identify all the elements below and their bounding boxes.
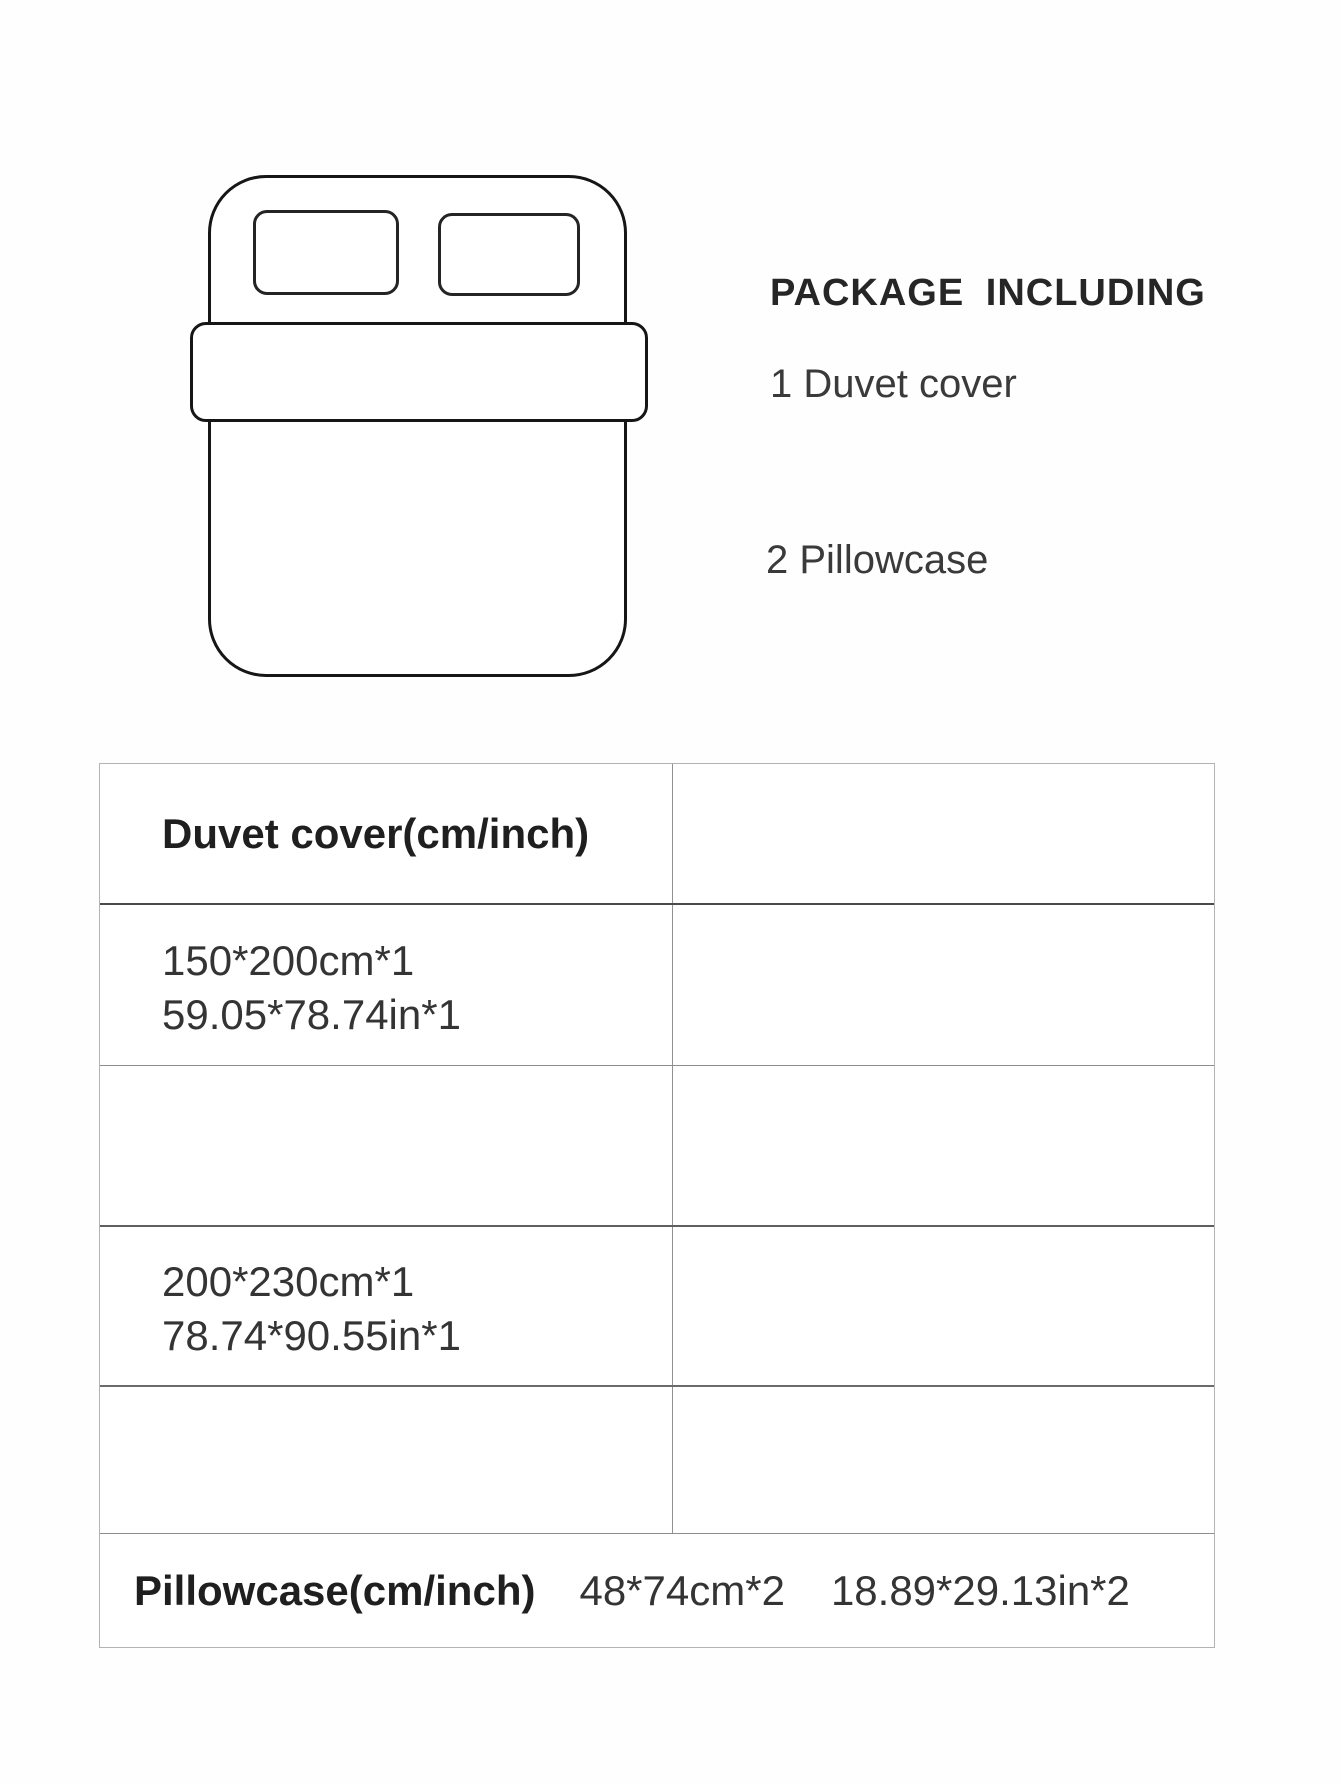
empty-cell <box>673 1387 1214 1533</box>
table-header-row <box>100 764 1214 903</box>
size-inch-value: 78.74*90.55in*1 <box>162 1312 461 1359</box>
duvet-size-row <box>100 903 1214 1065</box>
empty-cell <box>100 1066 673 1225</box>
left-pillow <box>253 210 399 295</box>
empty-row <box>100 1065 1214 1225</box>
size-cell <box>100 905 673 1065</box>
size-inch-value: 59.05*78.74in*1 <box>162 991 461 1038</box>
right-pillow <box>438 213 580 296</box>
empty-cell <box>673 1066 1214 1225</box>
package-including-heading: PACKAGE INCLUDING <box>770 272 1206 314</box>
pillowcase-row <box>100 1533 1214 1647</box>
size-cm-value: 200*230cm*1 <box>162 1258 415 1305</box>
size-table <box>99 763 1215 1648</box>
header-cell <box>100 764 673 903</box>
size-cell-empty <box>673 905 1214 1065</box>
duvet-size-row <box>100 1225 1214 1385</box>
size-cell <box>100 1227 673 1385</box>
empty-row <box>100 1385 1214 1533</box>
pillowcase-header-label: Pillowcase(cm/inch) <box>134 1566 536 1614</box>
duvet-cover-header-label: Duvet cover(cm/inch) <box>162 809 590 857</box>
size-cm-value: 150*200cm*1 <box>162 937 415 984</box>
package-item-duvet-cover: 1 Duvet cover <box>770 362 1017 406</box>
size-cell-empty <box>673 1227 1214 1385</box>
duvet-fold-band <box>190 322 648 422</box>
pillowcase-cm-value: 48*74cm*2 <box>579 1566 785 1614</box>
pillowcase-inch-value: 18.89*29.13in*2 <box>830 1566 1130 1614</box>
package-item-pillowcase: 2 Pillowcase <box>766 538 989 582</box>
empty-cell <box>100 1387 673 1533</box>
header-cell-empty <box>673 764 1214 903</box>
